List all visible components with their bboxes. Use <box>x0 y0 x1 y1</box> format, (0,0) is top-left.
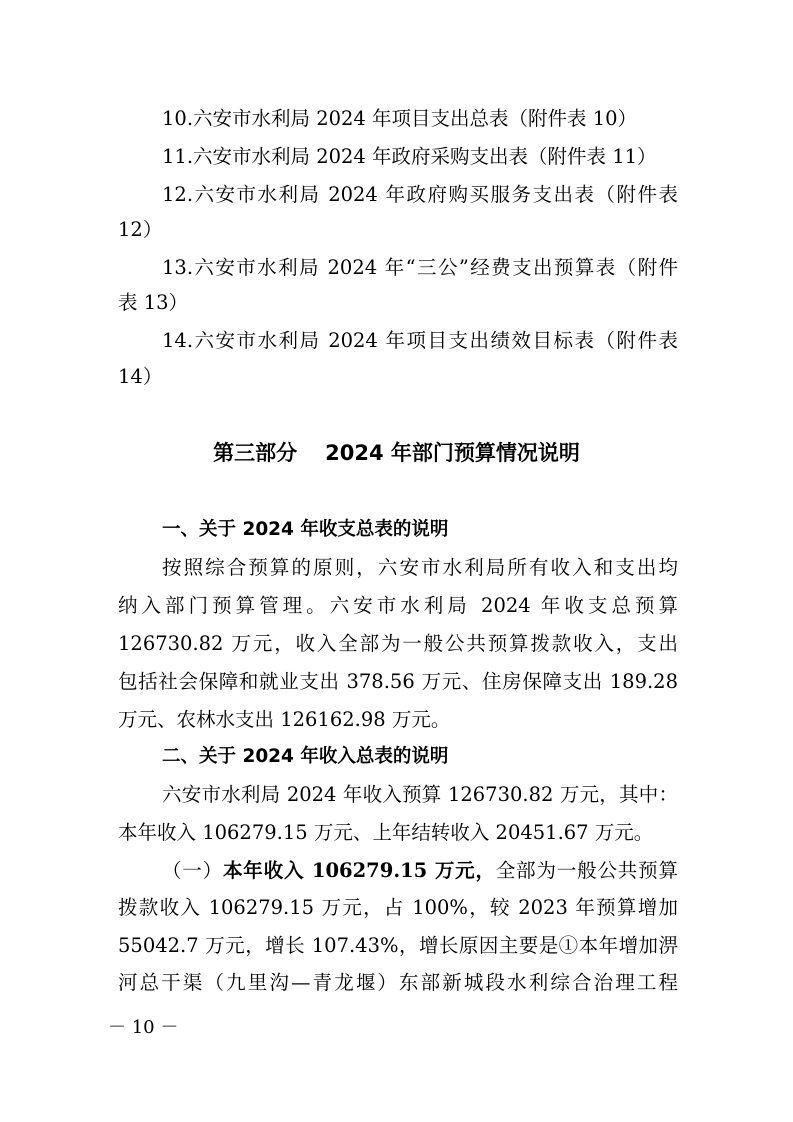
section1-line-2: 纳入部门预算管理。六安市水利局 2024 年收支总预算 <box>118 594 678 617</box>
toc-item-13-line1: 13.六安市水利局 2024 年“三公”经费支出预算表（附件 <box>162 256 678 279</box>
sub1-marker: （一） <box>162 859 223 882</box>
sub1-rest-text: 全部为一般公共预算 <box>495 859 678 882</box>
toc-item-12-line2: 12） <box>118 218 163 241</box>
section2-sub1-line-3: 55042.7 万元，增长 107.43%，增长原因主要是①本年增加淠 <box>118 934 678 957</box>
section2-heading: 二、关于 2024 年收入总表的说明 <box>162 746 449 767</box>
toc-item-11: 11.六安市水利局 2024 年政府采购支出表（附件表 11） <box>162 145 657 168</box>
section2-line-1: 六安市水利局 2024 年收入预算 126730.82 万元，其中： <box>162 783 678 806</box>
toc-item-10: 10.六安市水利局 2024 年项目支出总表（附件表 10） <box>162 107 638 130</box>
section1-line-4: 包括社会保障和就业支出 378.56 万元、住房保障支出 189.28 <box>118 670 678 693</box>
section2-sub1-line-2: 拨款收入 106279.15 万元，占 100%，较 2023 年预算增加 <box>118 896 678 919</box>
section2-sub1-line-4: 河总干渠（九里沟—青龙堰）东部新城段水利综合治理工程 <box>118 971 678 994</box>
toc-item-14-line1: 14.六安市水利局 2024 年项目支出绩效目标表（附件表 <box>162 329 678 352</box>
toc-item-13-line2: 表 13） <box>118 291 189 314</box>
page-number: － 10 － <box>108 1017 179 1038</box>
part-heading <box>0 438 793 468</box>
part-heading-title: 2024 年部门预算情况说明 <box>325 441 580 465</box>
section1-line-1: 按照综合预算的原则，六安市水利局所有收入和支出均 <box>162 556 678 579</box>
sub1-bold-text: 本年收入 106279.15 万元， <box>222 859 496 882</box>
section1-line-5: 万元、农林水支出 126162.98 万元。 <box>118 708 451 731</box>
part-heading-label: 第三部分 <box>213 441 298 465</box>
section1-heading: 一、关于 2024 年收支总表的说明 <box>162 519 449 540</box>
toc-item-14-line2: 14） <box>118 365 163 388</box>
section2-line-2: 本年收入 106279.15 万元、上年结转收入 20451.67 万元。 <box>118 821 654 844</box>
section1-line-3: 126730.82 万元，收入全部为一般公共预算拨款收入，支出 <box>118 632 678 655</box>
toc-item-12-line1: 12.六安市水利局 2024 年政府购买服务支出表（附件表 <box>162 183 678 206</box>
section2-sub1-line-1 <box>162 856 678 886</box>
